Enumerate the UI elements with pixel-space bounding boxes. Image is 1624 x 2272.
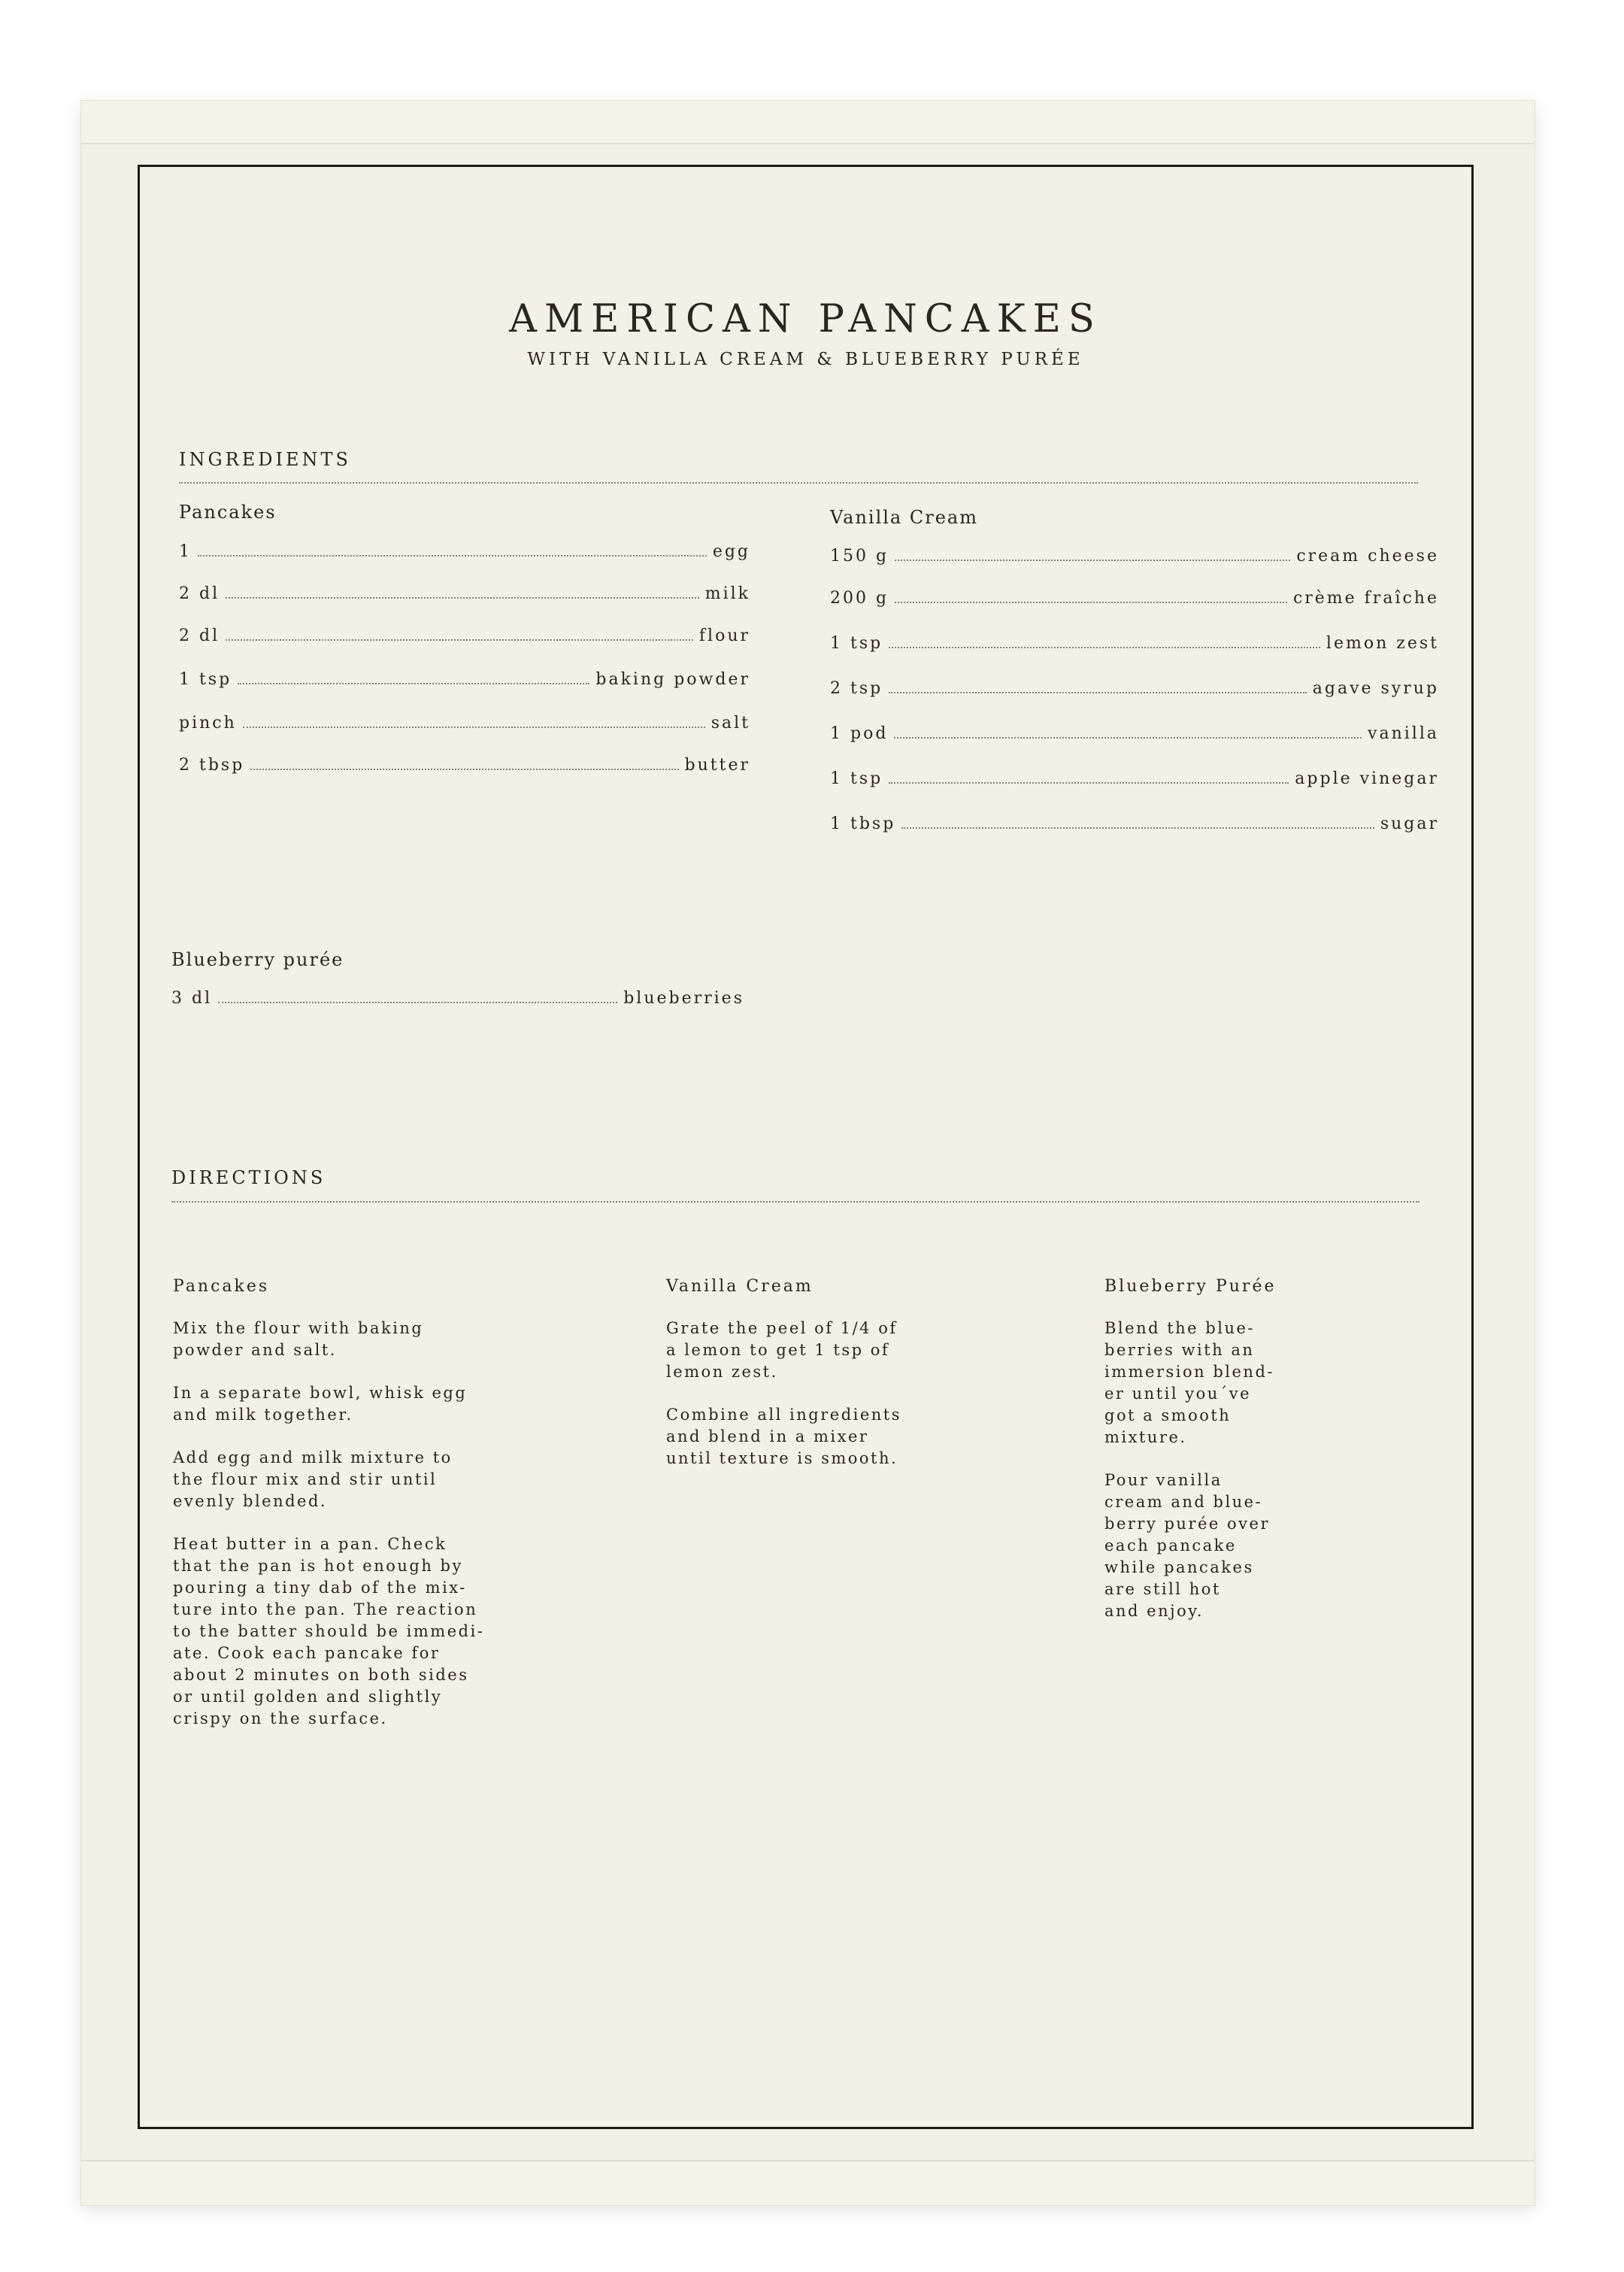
blueberry-puree-directions-title: Blueberry Purée (1104, 1277, 1277, 1296)
vanilla-cream-directions (666, 1318, 1057, 1491)
ingredient-name: agave syrup (1312, 679, 1439, 698)
ingredient-qty: 1 pod (830, 724, 889, 743)
ingredients-heading: INGREDIENTS (179, 449, 351, 470)
recipe-subtitle: WITH VANILLA CREAM & BLUEBERRY PURÉE (527, 350, 1084, 369)
blueberry-puree-directions (1104, 1318, 1420, 1643)
ingredient-qty: 3 dl (171, 989, 213, 1008)
ingredient-name: apple vinegar (1295, 769, 1439, 788)
ingredient-row (830, 672, 1439, 698)
dotted-leader (238, 683, 589, 684)
ingredient-name: baking powder (595, 670, 750, 689)
dotted-leader (894, 737, 1362, 739)
ingredient-row (830, 763, 1439, 788)
ingredient-name: milk (704, 584, 750, 603)
tea-towel (81, 101, 1535, 2205)
ingredient-row (830, 627, 1439, 653)
blueberry-puree-ingredients-title: Blueberry purée (171, 949, 344, 970)
ingredient-qty: 2 tsp (830, 679, 883, 698)
towel-bottom-hem (81, 2160, 1535, 2205)
ingredient-row (179, 749, 750, 775)
ingredient-qty: 2 tbsp (179, 756, 245, 775)
recipe-title: AMERICAN PANCAKES (509, 297, 1102, 341)
ingredient-name: egg (712, 542, 750, 561)
recipe-frame (138, 165, 1474, 2129)
ingredient-name: salt (710, 714, 750, 733)
dotted-leader (243, 726, 705, 728)
dotted-leader (901, 827, 1374, 829)
ingredient-row (830, 540, 1439, 566)
pancakes-directions-title: Pancakes (173, 1277, 270, 1296)
ingredient-name: cream cheese (1296, 547, 1439, 566)
ingredient-row (171, 982, 744, 1008)
ingredient-row (830, 582, 1439, 608)
directions-heading: DIRECTIONS (171, 1167, 326, 1188)
ingredient-qty: 1 tbsp (830, 814, 896, 833)
towel-top-hem (81, 101, 1535, 144)
dotted-leader (895, 602, 1287, 603)
ingredient-row (179, 663, 750, 689)
ingredient-row (179, 578, 750, 603)
dotted-leader (889, 692, 1307, 693)
direction-paragraph: Mix the flour with baking powder and salt. (173, 1319, 424, 1359)
direction-paragraph: Add egg and milk mixture to the flour mix and stir until evenly blended. (173, 1448, 453, 1510)
ingredient-row (179, 620, 750, 645)
directions-rule (171, 1201, 1419, 1203)
ingredient-qty: 2 dl (179, 626, 220, 645)
dotted-leader (226, 597, 699, 599)
dotted-leader (889, 647, 1320, 648)
ingredient-row (179, 707, 750, 733)
ingredient-qty: 1 tsp (830, 769, 883, 788)
direction-paragraph: Grate the peel of 1/4 of a lemon to get 1 tsp of lemon zest. (666, 1319, 898, 1381)
ingredient-name: crème fraîche (1292, 589, 1439, 608)
ingredient-qty: 1 tsp (179, 670, 232, 689)
dotted-leader (895, 560, 1290, 561)
ingredient-name: butter (684, 756, 750, 775)
pancakes-directions (173, 1318, 564, 1751)
ingredient-name: lemon zest (1326, 634, 1439, 653)
ingredient-name: flour (698, 626, 750, 645)
ingredient-qty: 1 tsp (830, 634, 883, 653)
ingredient-name: blueberries (623, 989, 744, 1008)
ingredient-qty: 200 g (830, 589, 889, 608)
direction-paragraph: Pour vanilla cream and blue- berry purée over each pancake while pancakes are still hot and enjoy. (1104, 1471, 1270, 1620)
dotted-leader (198, 555, 707, 557)
dotted-leader (226, 639, 693, 641)
dotted-leader (889, 782, 1289, 784)
ingredients-rule (179, 482, 1418, 484)
pancakes-ingredients-title: Pancakes (179, 502, 277, 523)
dotted-leader (218, 1002, 617, 1003)
direction-paragraph: In a separate bowl, whisk egg and milk together. (173, 1384, 468, 1424)
ingredient-row (830, 808, 1439, 833)
direction-paragraph: Combine all ingredients and blend in a mixer until texture is smooth. (666, 1406, 902, 1467)
ingredient-qty: 2 dl (179, 584, 220, 603)
direction-paragraph: Heat butter in a pan. Check that the pan is hot enough by pouring a tiny dab of the mix- ture into the pan. The reaction to the batter should be immedi- ate. Cook each pancake for about 2 minutes on both sides or until golden and slightly crispy on the surface. (173, 1535, 485, 1728)
ingredient-qty: 1 (179, 542, 192, 561)
ingredient-qty: 150 g (830, 547, 889, 566)
ingredient-row (830, 717, 1439, 743)
vanilla-cream-directions-title: Vanilla Cream (666, 1277, 814, 1296)
dotted-leader (250, 769, 678, 770)
ingredient-row (179, 535, 750, 561)
ingredient-name: vanilla (1368, 724, 1439, 743)
direction-paragraph: Blend the blue- berries with an immersion blend- er until you´ve got a smooth mixture. (1104, 1319, 1274, 1446)
ingredient-name: sugar (1380, 814, 1439, 833)
ingredient-qty: pinch (179, 714, 237, 733)
vanilla-cream-ingredients-title: Vanilla Cream (830, 507, 978, 528)
